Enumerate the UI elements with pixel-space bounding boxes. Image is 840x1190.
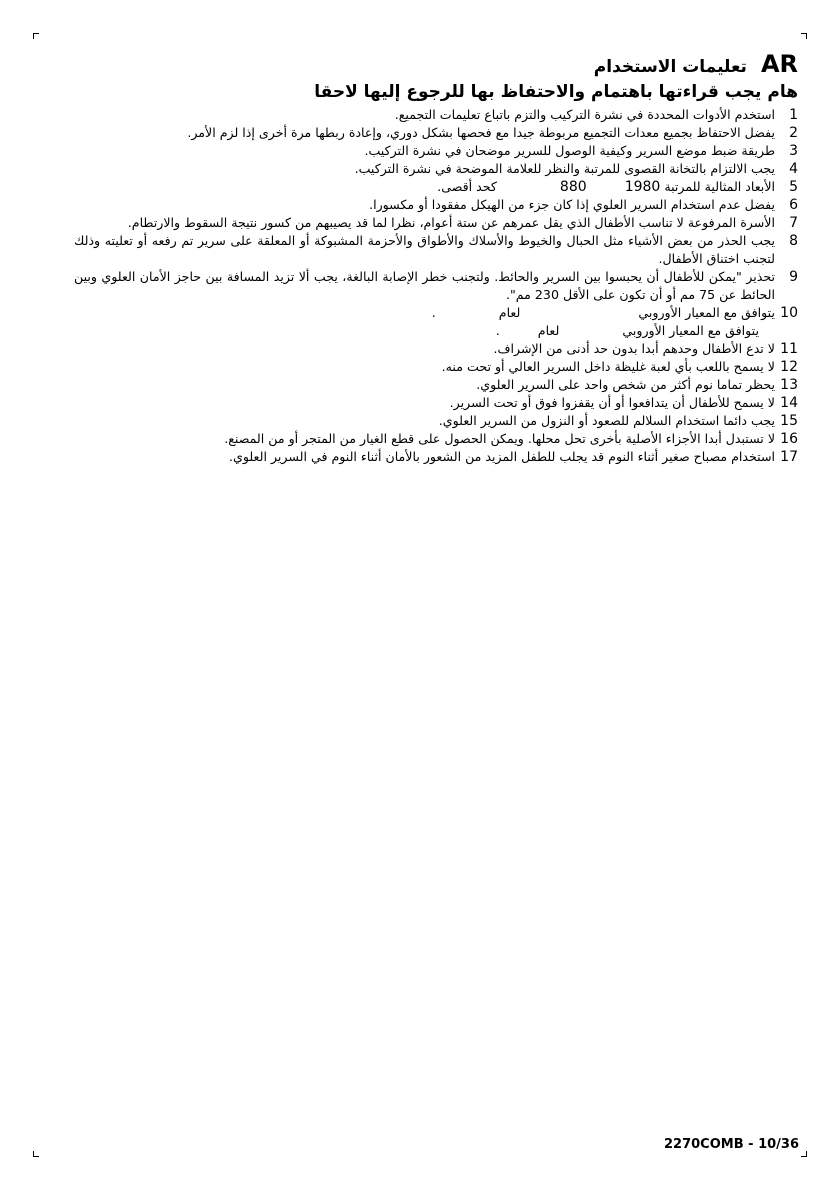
item-text: لا تدع الأطفال وحدهم أبدا بدون حد أدنى من الإشراف. [493,341,775,356]
standard-year-label: لعام [537,323,560,338]
list-item [74,448,798,466]
item-number: 11 [780,341,798,357]
list-item [74,142,798,160]
crop-mark-top-right [801,33,807,39]
list-item [74,394,798,412]
item-number: 14 [780,395,798,411]
item-number: 9 [789,269,798,285]
mattress-dimensions-label: الأبعاد المثالية للمرتبة [664,179,775,194]
list-item [74,178,798,196]
item-number: 10 [780,305,798,321]
item-text: طريقة ضبط موضع السرير وكيفية الوصول للسرير موضحان في نشرة التركيب. [364,143,775,158]
page-footer-code: 2270COMB - 10/36 [664,1137,799,1152]
item-number: 17 [780,449,798,465]
item-number: 5 [789,179,798,195]
standard-period: . [431,305,436,320]
item-text: استخدام مصباح صغير أثناء النوم قد يجلب للطفل المزيد من الشعور بالأمان أثناء النوم في السرير العلوي. [229,449,775,464]
item-text: يفضل عدم استخدام السرير العلوي إذا كان جزء من الهيكل مفقودا أو مكسورا. [369,197,775,212]
list-item [74,160,798,178]
item-text [74,304,775,340]
instructions-list [74,106,798,466]
item-number: 8 [789,233,798,249]
item-text: يفضل الاحتفاظ بجميع معدات التجميع مربوطة جيدا مع فحصها بشكل دوري، وإعادة ربطها مرة أخرى إذا لزم الأمر. [187,125,775,140]
item-number: 7 [789,215,798,231]
list-item [74,214,798,232]
item-text [74,178,775,196]
list-item [74,196,798,214]
list-item [74,304,798,340]
language-code: AR [760,50,798,78]
item-number: 6 [789,197,798,213]
item-text: يحظر تماما نوم أكثر من شخص واحد على السرير العلوي. [476,377,775,392]
item-text: يجب الحذر من بعض الأشياء مثل الحبال والخيوط والأسلاك والأطواق والأحزمة المشبوكة أو المعلقة على سرير تم رفعه أو تعليته وذلك لتجنب اختناق الأطفال. [74,233,775,266]
crop-mark-bottom-left [33,1151,39,1157]
item-number: 15 [780,413,798,429]
item-number: 2 [789,125,798,141]
list-item [74,358,798,376]
mattress-dimensions-suffix: كحد أقصى. [437,179,497,194]
list-item [74,232,798,268]
item-number: 16 [780,431,798,447]
item-text: يجب دائما استخدام السلالم للصعود أو النزول من السرير العلوي. [438,413,775,428]
list-item [74,268,798,304]
page-header [74,50,798,78]
document-content [74,50,798,466]
standard-line-2 [74,322,775,340]
item-text: لا يسمح للأطفال أن يتدافعوا أو أن يقفزوا فوق أو تحت السرير. [449,395,775,410]
item-number: 3 [789,143,798,159]
list-item [74,106,798,124]
page-subtitle: هام يجب قراءتها باهتمام والاحتفاظ بها للرجوع إليها لاحقا [314,82,798,102]
standard-label: يتوافق مع المعيار الأوروبي [638,305,775,320]
crop-mark-bottom-right [801,1151,807,1157]
item-number: 1 [789,107,798,123]
standard-period: . [495,323,500,338]
item-text: الأسرة المرفوعة لا تناسب الأطفال الذي يقل عمرهم عن ستة أعوام، نظرا لما قد يصيبهم من كسور نتيجة السقوط والارتطام. [127,215,775,230]
item-number: 4 [789,161,798,177]
item-number: 13 [780,377,798,393]
crop-mark-top-left [33,33,39,39]
item-number: 12 [780,359,798,375]
list-item [74,340,798,358]
item-text: يجب الالتزام بالتخانة القصوى للمرتبة والنظر للعلامة الموضحة في نشرة التركيب. [354,161,775,176]
mattress-length-value: 1980 [624,179,661,195]
list-item [74,412,798,430]
item-text: تحذير "يمكن للأطفال أن يحبسوا بين السرير والحائط. ولتجنب خطر الإصابة البالغة، يجب ألا تزيد المسافة بين حاجز الأمان العلوي وبين الحائط عن 75 مم أو أن تكون على الأقل 230 مم". [74,269,775,302]
list-item [74,376,798,394]
standard-line-1 [432,305,775,320]
item-text: لا تستبدل أبدا الأجزاء الأصلية بأخرى تحل محلها. ويمكن الحصول على قطع الغيار من المتجر أو من المصنع. [224,431,775,446]
item-text: لا يسمح باللعب بأي لعبة غليظة داخل السرير العالي أو تحت منه. [441,359,775,374]
item-text: استخدم الأدوات المحددة في نشرة التركيب والتزم باتباع تعليمات التجميع. [394,107,775,122]
mattress-width-value: 880 [559,179,587,195]
page-title: تعليمات الاستخدام [593,57,747,77]
standard-year-label: لعام [498,305,521,320]
standard-label: يتوافق مع المعيار الأوروبي [622,323,759,338]
list-item [74,124,798,142]
list-item [74,430,798,448]
